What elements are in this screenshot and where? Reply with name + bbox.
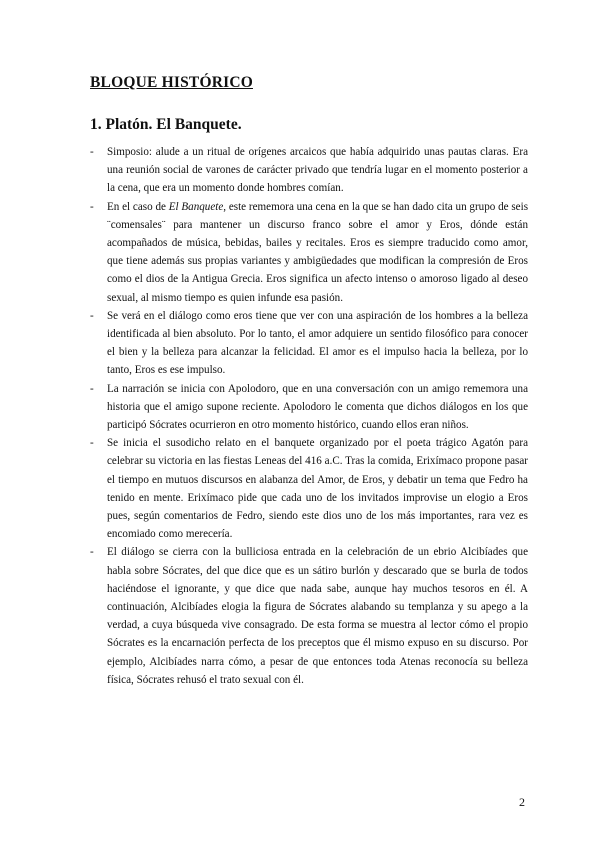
bullet-marker: - [90, 437, 94, 450]
list-item [90, 434, 528, 543]
bullet-marker: - [90, 546, 94, 559]
bullet-marker: - [90, 146, 94, 158]
list-item [90, 543, 528, 689]
bullet-marker: - [90, 382, 94, 395]
list-item [90, 143, 528, 198]
list-item-text: Simposio: alude a un ritual de orígenes arcaicos que había adquirido unas pautas claras. Era una reunión social de varones de carácter privado que tendría lugar en el momento posterior a la cena, que era un momento donde hombres comían. [107, 146, 528, 195]
bullet-list [90, 143, 528, 689]
list-item-text-after: , este rememora una cena en la que se han dado cita un grupo de seis ¨comensales¨ para mantener un discurso franco sobre el amor y Eros, dónde están acompañados de música, bebidas, bailes y recitales. Eros es siempre traducido como amor, que tiene además sus propias variantes y ambigüedades que modifican la compresión de Eros como el dios de la Antigua Grecia. Eros significa un afecto intenso o amoroso ligado al deseo sexual, al mismo tiempo es quien infunde esa pasión. [107, 200, 529, 304]
section-title: 1. Platón. El Banquete. [90, 116, 242, 133]
bullet-marker: - [90, 309, 94, 322]
list-item-text: Se verá en el diálogo como eros tiene que ver con una aspiración de los hombres a la belleza identificada al bien absoluto. Por lo tanto, el amor adquiere un sentido filosófico para conocer el bien y la belleza para alcanzar la felicidad. El amor es el impulso hacia la belleza, por lo tanto, Eros es ese impulso. [107, 309, 528, 377]
list-item [90, 198, 528, 307]
bullet-marker: - [90, 200, 94, 213]
list-item-text: La narración se inicia con Apolodoro, que en una conversación con un amigo rememora una historia que el amigo supone reciente. Apolodoro le comenta que dichos diálogos en los que participó Sócrates ocurrieron en otro momento histórico, cuando ellos eran niños. [107, 382, 528, 432]
list-item [90, 380, 528, 435]
book-title-italic: El Banquete [168, 200, 224, 213]
page-number: 2 [519, 795, 525, 809]
list-item-text: Se inicia el susodicho relato en el banquete organizado por el poeta trágico Agatón para celebrar su victoria en las fiestas Leneas del 416 a.C. Tras la comida, Erixímaco propone pasar el tiempo en mutuos discursos en alabanza del Amor, de Eros, y debatir un tema que Fedro ha tenido en mente. Erixímaco pide que cada uno de los invitados improvise un elogio a Eros pues, según comentarios de Fedro, siendo este dios uno de los más importantes, rara vez es encomiado como merecería. [107, 437, 528, 541]
list-item-text: El diálogo se cierra con la bulliciosa entrada en la celebración de un ebrio Alcibíades que habla sobre Sócrates, del que dice que es un sátiro burlón y descarado que se burla de todos haciéndose el ignorante, y que dice que nada sabe, aunque hay muchos tesoros en él. A continuación, Alcibíades elogia la figura de Sócrates alabando su templanza y su apego a la verdad, a cuya búsqueda vive consagrado. De esta forma se muestra al lector cómo el propio Sócrates es la encarnación perfecta de los preceptos que él mismo expuso en su discurso. Por ejemplo, Alcibíades narra cómo, a pesar de que entonces toda Atenas reconocía su belleza física, Sócrates rehusó el trato sexual con él. [107, 546, 528, 686]
list-item [90, 307, 528, 380]
list-item-text-before: En el caso de [107, 200, 169, 213]
document-heading: BLOQUE HISTÓRICO [90, 74, 253, 91]
